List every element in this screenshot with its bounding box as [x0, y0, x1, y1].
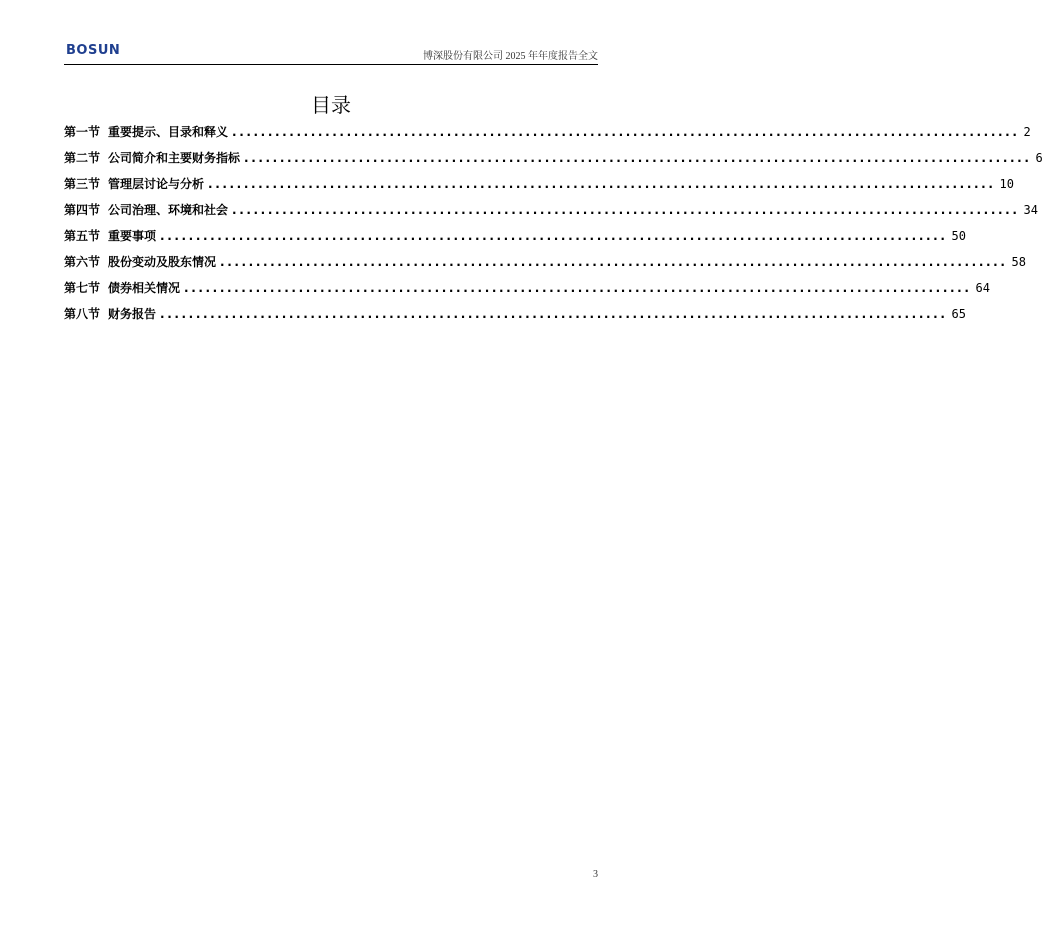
toc-section-number: 第二节: [64, 151, 101, 165]
toc-page-number: 34: [1023, 203, 1038, 217]
toc-section-name: 财务报告: [108, 307, 157, 321]
toc-entry-6[interactable]: [64, 252, 1026, 278]
toc-leader-dots: ..............................................................................................................: [232, 203, 1020, 217]
toc-entry-8[interactable]: [64, 304, 966, 330]
document-title: 博深股份有限公司 2025 年年度报告全文: [423, 51, 598, 62]
toc-entry-5[interactable]: [64, 226, 966, 252]
toc-section-number: 第三节: [64, 177, 101, 191]
toc-section-number: 第六节: [64, 255, 101, 269]
toc-page-number: 50: [951, 229, 966, 243]
toc-page-number: 2: [1023, 125, 1031, 139]
toc-section-name: 股份变动及股东情况: [108, 255, 217, 269]
toc-entry-2[interactable]: [64, 148, 1043, 174]
toc-section-number: 第八节: [64, 307, 101, 321]
table-of-contents: [64, 122, 1043, 330]
toc-leader-dots: ..............................................................................................................: [220, 255, 1008, 269]
toc-leader-dots: ..............................................................................................................: [160, 307, 948, 321]
toc-page-number: 58: [1011, 255, 1026, 269]
toc-section-number: 第五节: [64, 229, 101, 243]
toc-section-number: 第七节: [64, 281, 101, 295]
toc-section-name: 公司简介和主要财务指标: [108, 151, 241, 165]
toc-page-number: 10: [999, 177, 1014, 191]
toc-entry-1[interactable]: [64, 122, 1031, 148]
toc-title: 目录: [311, 93, 351, 117]
toc-section-name: 公司治理、环境和社会: [108, 203, 229, 217]
toc-section-name: 重要提示、目录和释义: [108, 125, 229, 139]
toc-leader-dots: ..............................................................................................................: [232, 125, 1020, 139]
toc-page-number: 6: [1035, 151, 1043, 165]
page-header: [64, 42, 598, 65]
toc-entry-4[interactable]: [64, 200, 1038, 226]
toc-entry-3[interactable]: [64, 174, 1014, 200]
company-logo: BOSUN: [66, 43, 121, 58]
toc-section-number: 第四节: [64, 203, 101, 217]
toc-leader-dots: ..............................................................................................................: [244, 151, 1032, 165]
toc-leader-dots: ..............................................................................................................: [184, 281, 972, 295]
toc-page-number: 65: [951, 307, 966, 321]
toc-section-number: 第一节: [64, 125, 101, 139]
toc-leader-dots: ..............................................................................................................: [160, 229, 948, 243]
toc-entry-7[interactable]: [64, 278, 990, 304]
toc-section-name: 债券相关情况: [108, 281, 181, 295]
page-number: 3: [593, 869, 598, 880]
toc-leader-dots: ..............................................................................................................: [208, 177, 996, 191]
toc-page-number: 64: [975, 281, 990, 295]
toc-section-name: 重要事项: [108, 229, 157, 243]
toc-section-name: 管理层讨论与分析: [108, 177, 205, 191]
